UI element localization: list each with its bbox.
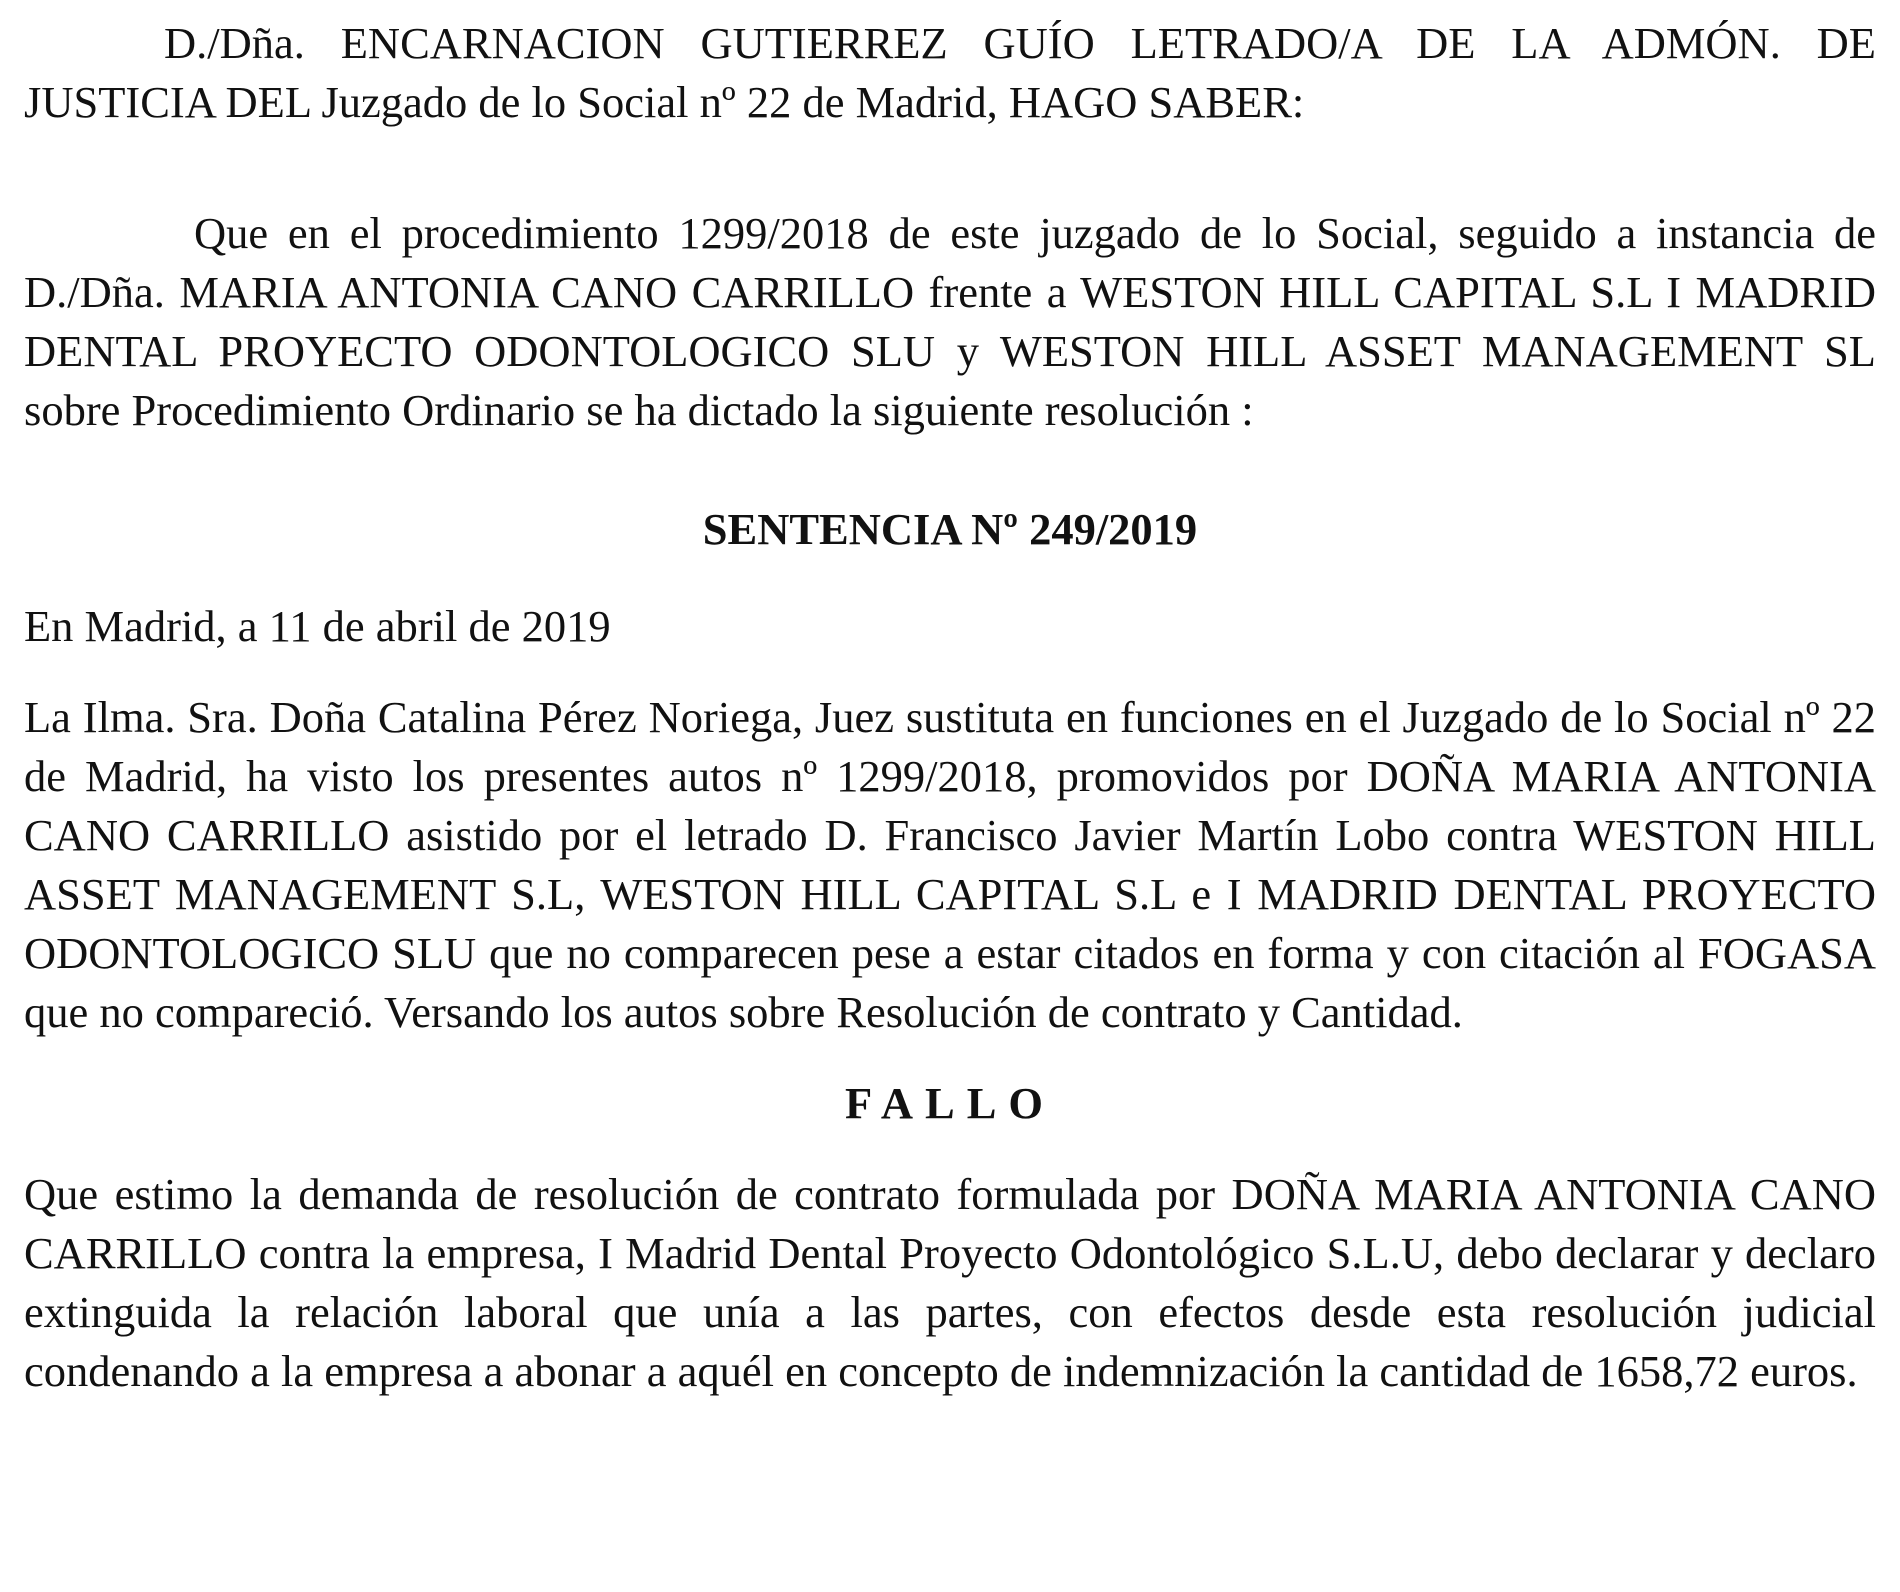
spacer: [24, 559, 1876, 597]
legal-document-page: [24, 14, 1876, 1401]
sentence-heading: SENTENCIA Nº 249/2019: [702, 504, 1198, 554]
spacer: [24, 1042, 1876, 1074]
spacer: [24, 1133, 1876, 1165]
date-line: En Madrid, a 11 de abril de 2019: [24, 601, 611, 651]
spacer: [24, 132, 1876, 204]
fallo-paragraph: Que estimo la demanda de resolución de contrato formulada por DOÑA MARIA ANTONIA CANO CARRILLO contra la empresa, I Madrid Dental Proyecto Odontológico S.L.U, debo declarar y declaro extinguida la relación laboral que unía a las partes, con efectos desde esta resolución judicial condenando a la empresa a abonar a aquél en concepto de indemnización la cantidad de 1658,72 euros.: [24, 1169, 1876, 1396]
spacer: [24, 440, 1876, 500]
fallo-heading: FALLO: [845, 1078, 1055, 1128]
judge-paragraph: La Ilma. Sra. Doña Catalina Pérez Noriega, Juez sustituta en funciones en el Juzgado de lo Social nº 22 de Madrid, ha visto los presentes autos nº 1299/2018, promovidos por DOÑA MARIA ANTONIA CANO CARRILLO asistido por el letrado D. Francisco Javier Martín Lobo contra WESTON HILL ASSET MANAGEMENT S.L, WESTON HILL CAPITAL S.L e I MADRID DENTAL PROYECTO ODONTOLOGICO SLU que no comparecen pese a estar citados en forma y con citación al FOGASA que no compareció. Versando los autos sobre Resolución de contrato y Cantidad.: [24, 692, 1876, 1037]
intro-paragraph: D./Dña. ENCARNACION GUTIERREZ GUÍO LETRADO/A DE LA ADMÓN. DE JUSTICIA DEL Juzgado de lo Social nº 22 de Madrid, HAGO SABER:: [24, 18, 1876, 127]
spacer: [24, 656, 1876, 688]
procedure-paragraph: Que en el procedimiento 1299/2018 de este juzgado de lo Social, seguido a instancia de D./Dña. MARIA ANTONIA CANO CARRILLO frente a WESTON HILL CAPITAL S.L I MADRID DENTAL PROYECTO ODONTOLOGICO SLU y WESTON HILL ASSET MANAGEMENT SL sobre Procedimiento Ordinario se ha dictado la siguiente resolución :: [24, 208, 1876, 435]
